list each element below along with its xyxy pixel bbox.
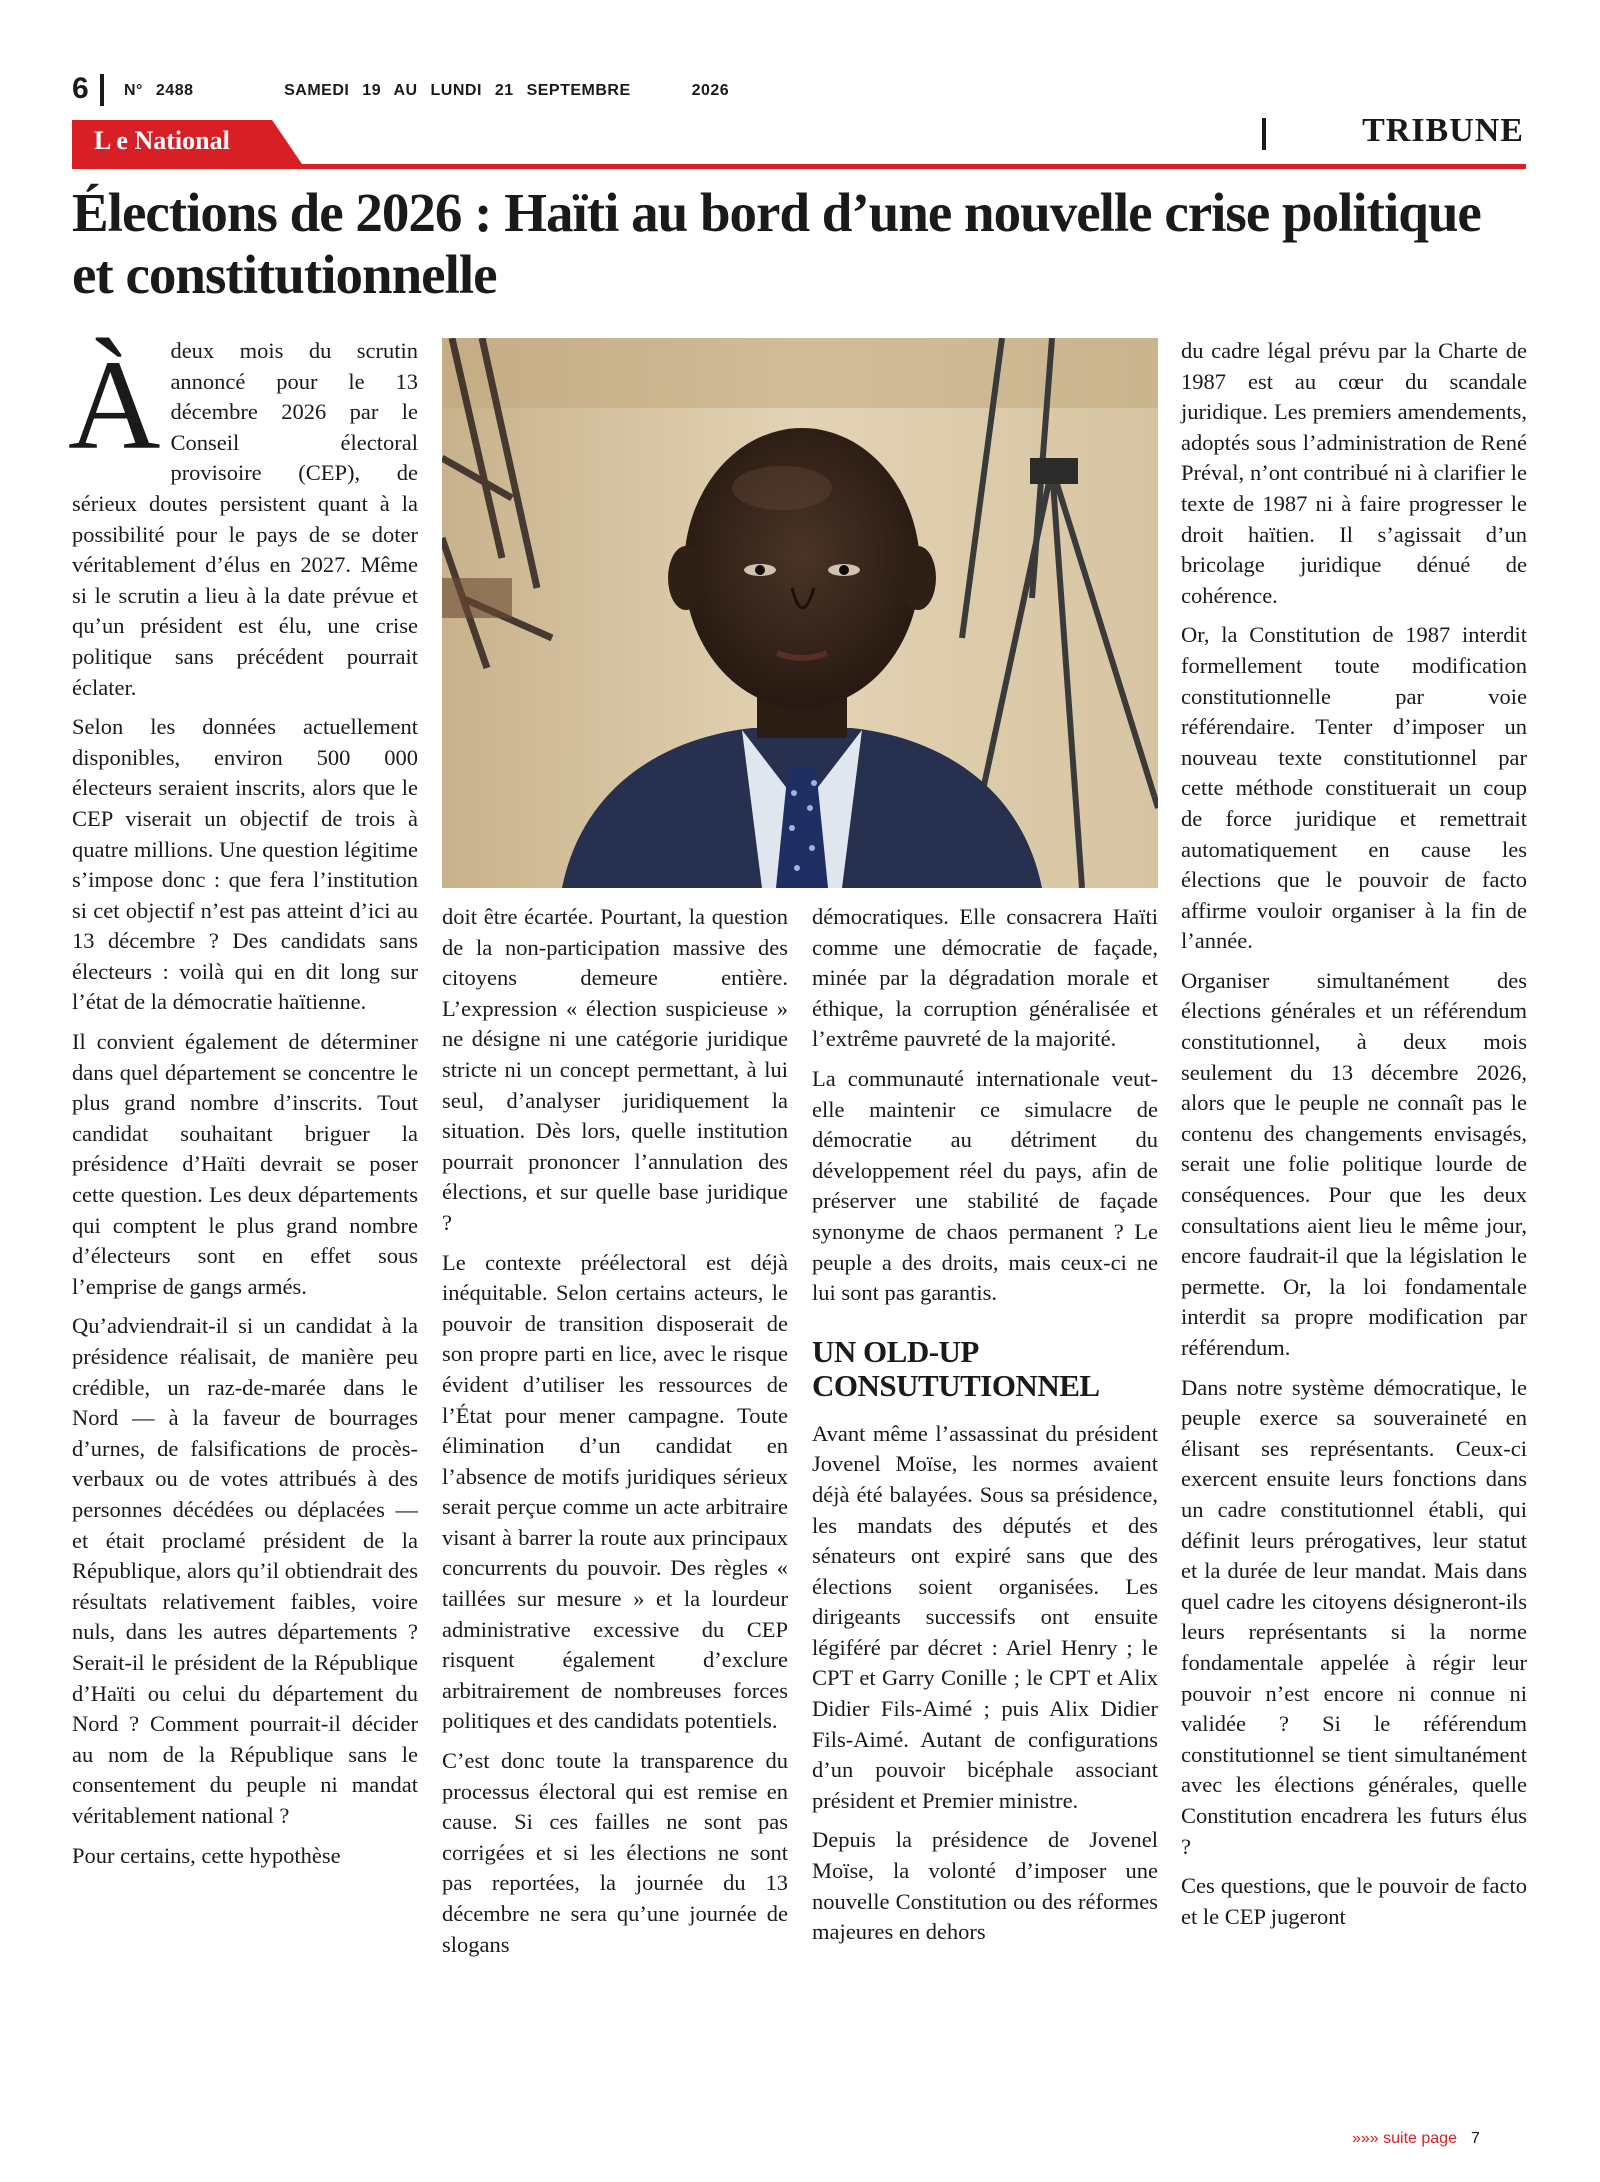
issue-year: 2026 — [691, 82, 730, 99]
section-subheading: UN OLD-UP CONSUTUTIONNEL — [812, 1333, 1100, 1403]
paragraph: démocratiques. Elle consacrera Haïti comme une démocratie de façade, minée par la dégradation morale et éthique, la corruption généralisée et l’extrême pauvreté de la majorité. — [812, 904, 1158, 1052]
paragraph: Qu’adviendrait-il si un candidat à la présidence réalisait, de manière peu crédible, un raz-de-marée dans le Nord — à la faveur de bourrages d’urnes, de falsifications de procès-verbaux ou de votes attribués à des personnes décédées ou déplacées — et était proclamé président de la République, alors qu’il obtiendrait des résultats relativement faibles, voire nuls, dans les autres départements ? Serait-il le président de la République d’Haïti ou celui du département du Nord ? Comment pourrait-il décider au nom de la République sans le consentement du peuple ni mandat véritablement national ? — [72, 1313, 418, 1828]
paragraph: C’est donc toute la transparence du processus électoral qui est remise en cause. Si ces failles ne sont pas corrigées et si les élections ne sont pas reportées, la journée du 13 décembre ne sera qu’une journée de slogans — [442, 1748, 788, 1957]
paragraph: Organiser simultanément des élections générales et un référendum constitutionnel, à deux mois seulement du 13 décembre 2026, alors que le peuple ne connaît pas le contenu des changements envisagés, serait une folie politique lourde de conséquences. Pour que les deux consultations aient lieu le même jour, encore faudrait-il que la législation le permette. Or, la loi fondamentale interdit sa propre modification par référendum. — [1181, 967, 1527, 1360]
article-column-4 — [1181, 336, 1527, 1941]
paragraph: Depuis la présidence de Jovenel Moïse, la volonté d’imposer une nouvelle Constitution ou des réformes majeures en dehors — [812, 1827, 1158, 1945]
author-photo-illustration — [442, 338, 1158, 888]
article-headline: Élections de 2026 : Haïti au bord d’une nouvelle crise politique et constitutionnelle — [72, 182, 1481, 305]
issue-date: SAMEDI 19 AU LUNDI 21 SEPTEMBRE — [284, 82, 631, 99]
brand-banner — [72, 120, 302, 164]
continuation-link[interactable] — [1352, 2130, 1480, 2148]
section-label: TRIBUNE — [1362, 112, 1524, 149]
paragraph: Avant même l’assassinat du président Jovenel Moïse, les normes avaient déjà été balayées. Sous sa présidence, les mandats des députés et des sénateurs ont expiré sans que des élections soient organisées. Les dirigeants successifs ont ensuite légiféré par décret : Ariel Henry ; le CPT et Garry Conille ; le CPT et Alix Didier Fils-Aimé ; puis Alix Didier Fils-Aimé. Autant de configurations d’un pouvoir bicéphale associant président et Premier ministre. — [812, 1420, 1158, 1813]
drop-cap: À — [68, 334, 161, 476]
issue-line — [124, 82, 729, 100]
issue-number: N° 2488 — [124, 82, 194, 99]
paragraph-text: deux mois du scrutin annoncé pour le 13 décembre 2026 par le Conseil électoral provisoire (CEP), de sérieux doutes persistent quant à la possibilité pour le pays de se doter véritablement d’élus en 2027. Même si le scrutin a lieu à la date prévue et qu’un président est élu, une crise politique sans précédent pourrait éclater. — [72, 338, 418, 700]
paragraph: Dans notre système démocratique, le peuple exerce sa souveraineté en élisant ses représentants. Ceux-ci exercent ensuite leurs fonctions dans un cadre constitutionnel établi, qui définit leurs prérogatives, leur statut et la durée de leur mandat. Mais dans quel cadre les citoyens désigneront-ils leurs représentants si la norme fondamentale appelée à régir leur pouvoir n’est encore ni connue ni validée ? Si le référendum constitutionnel se tient simultanément avec les élections générales, quelle Constitution encadrera les futurs élus ? — [1181, 1374, 1527, 1859]
header-red-rule — [72, 164, 1526, 169]
article-column-3 — [812, 902, 1158, 1957]
author-photo — [442, 338, 1158, 888]
paragraph: Selon les données actuellement disponibles, environ 500 000 électeurs seraient inscrits, alors que le CEP viserait un objectif de trois à quatre millions. Une question légitime s’impose donc : que fera l’institution si cet objectif n’est pas atteint d’ici au 13 décembre ? Des candidats sans électeurs : voilà qui en dit long sur l’état de la démocratie haïtienne. — [72, 714, 418, 1015]
paragraph — [68, 334, 418, 703]
continuation-label: »»» suite page — [1352, 2130, 1457, 2147]
paragraph: du cadre légal prévu par la Charte de 1987 est au cœur du scandale juridique. Les premiers amendements, adoptés sous l’administration de René Préval, n’ont contribué ni à clarifier le texte de 1987 ni à faire progresser le droit haïtien. Il s’agissait d’un bricolage juridique dénué de cohérence. — [1181, 338, 1527, 608]
paragraph: doit être écartée. Pourtant, la question de la non-participation massive des citoyens demeure entière. L’expression « élection suspicieuse » ne désigne ni une catégorie juridique stricte ni un concept permettant, à lui seul, d’analyser juridiquement la situation. Dès lors, quelle institution pourrait prononcer l’annulation des élections, et sur quelle base juridique ? — [442, 904, 788, 1235]
page-number: 6 — [72, 72, 89, 105]
article-column-2 — [442, 902, 788, 1969]
paragraph: Pour certains, cette hypothèse — [72, 1842, 341, 1868]
paragraph: Il convient également de déterminer dans quel département se concentre le plus grand nombre d’inscrits. Tout candidat souhaitant briguer la présidence d’Haïti devrait se poser cette question. Les deux départements qui comptent le plus grand nombre d’électeurs sont en effet sous l’emprise de gangs armés. — [72, 1029, 418, 1299]
paragraph: Le contexte préélectoral est déjà inéquitable. Selon certains acteurs, le pouvoir de transition disposerait de son propre parti en lice, avec le risque évident d’utiliser les ressources de l’État pour mener campagne. Toute élimination d’un candidat en l’absence de motifs juridiques sérieux serait perçue comme un acte arbitraire visant à barrer la route aux principaux concurrents du pouvoir. Des règles « taillées sur mesure » et la lourdeur administrative excessive du CEP risquent également d’exclure arbitrairement de nombreuses forces politiques et des candidats potentiels. — [442, 1249, 788, 1734]
section-divider — [1262, 118, 1266, 150]
brand-name: L e National — [94, 126, 230, 155]
continuation-page: 7 — [1470, 2130, 1480, 2147]
article-column-1 — [68, 334, 418, 1880]
paragraph: Or, la Constitution de 1987 interdit formellement toute modification constitutionnelle par voie référendaire. Tenter d’imposer un nouveau texte constitutionnel par cette méthode constituerait un coup de force juridique et remettrait automatiquement en cause les élections que le pouvoir de facto affirme vouloir organiser à la fin de l’année. — [1181, 622, 1527, 954]
page-header — [72, 74, 1524, 108]
paragraph: La communauté internationale veut-elle maintenir ce simulacre de démocratie au détriment du développement réel du pays, afin de préserver une stabilité de façade synonyme de chaos permanent ? Le peuple a des droits, mais ceux-ci ne lui sont pas garantis. — [812, 1065, 1158, 1306]
header-divider — [100, 74, 104, 106]
paragraph: Ces questions, que le pouvoir de facto et le CEP jugeront — [1181, 1873, 1527, 1929]
